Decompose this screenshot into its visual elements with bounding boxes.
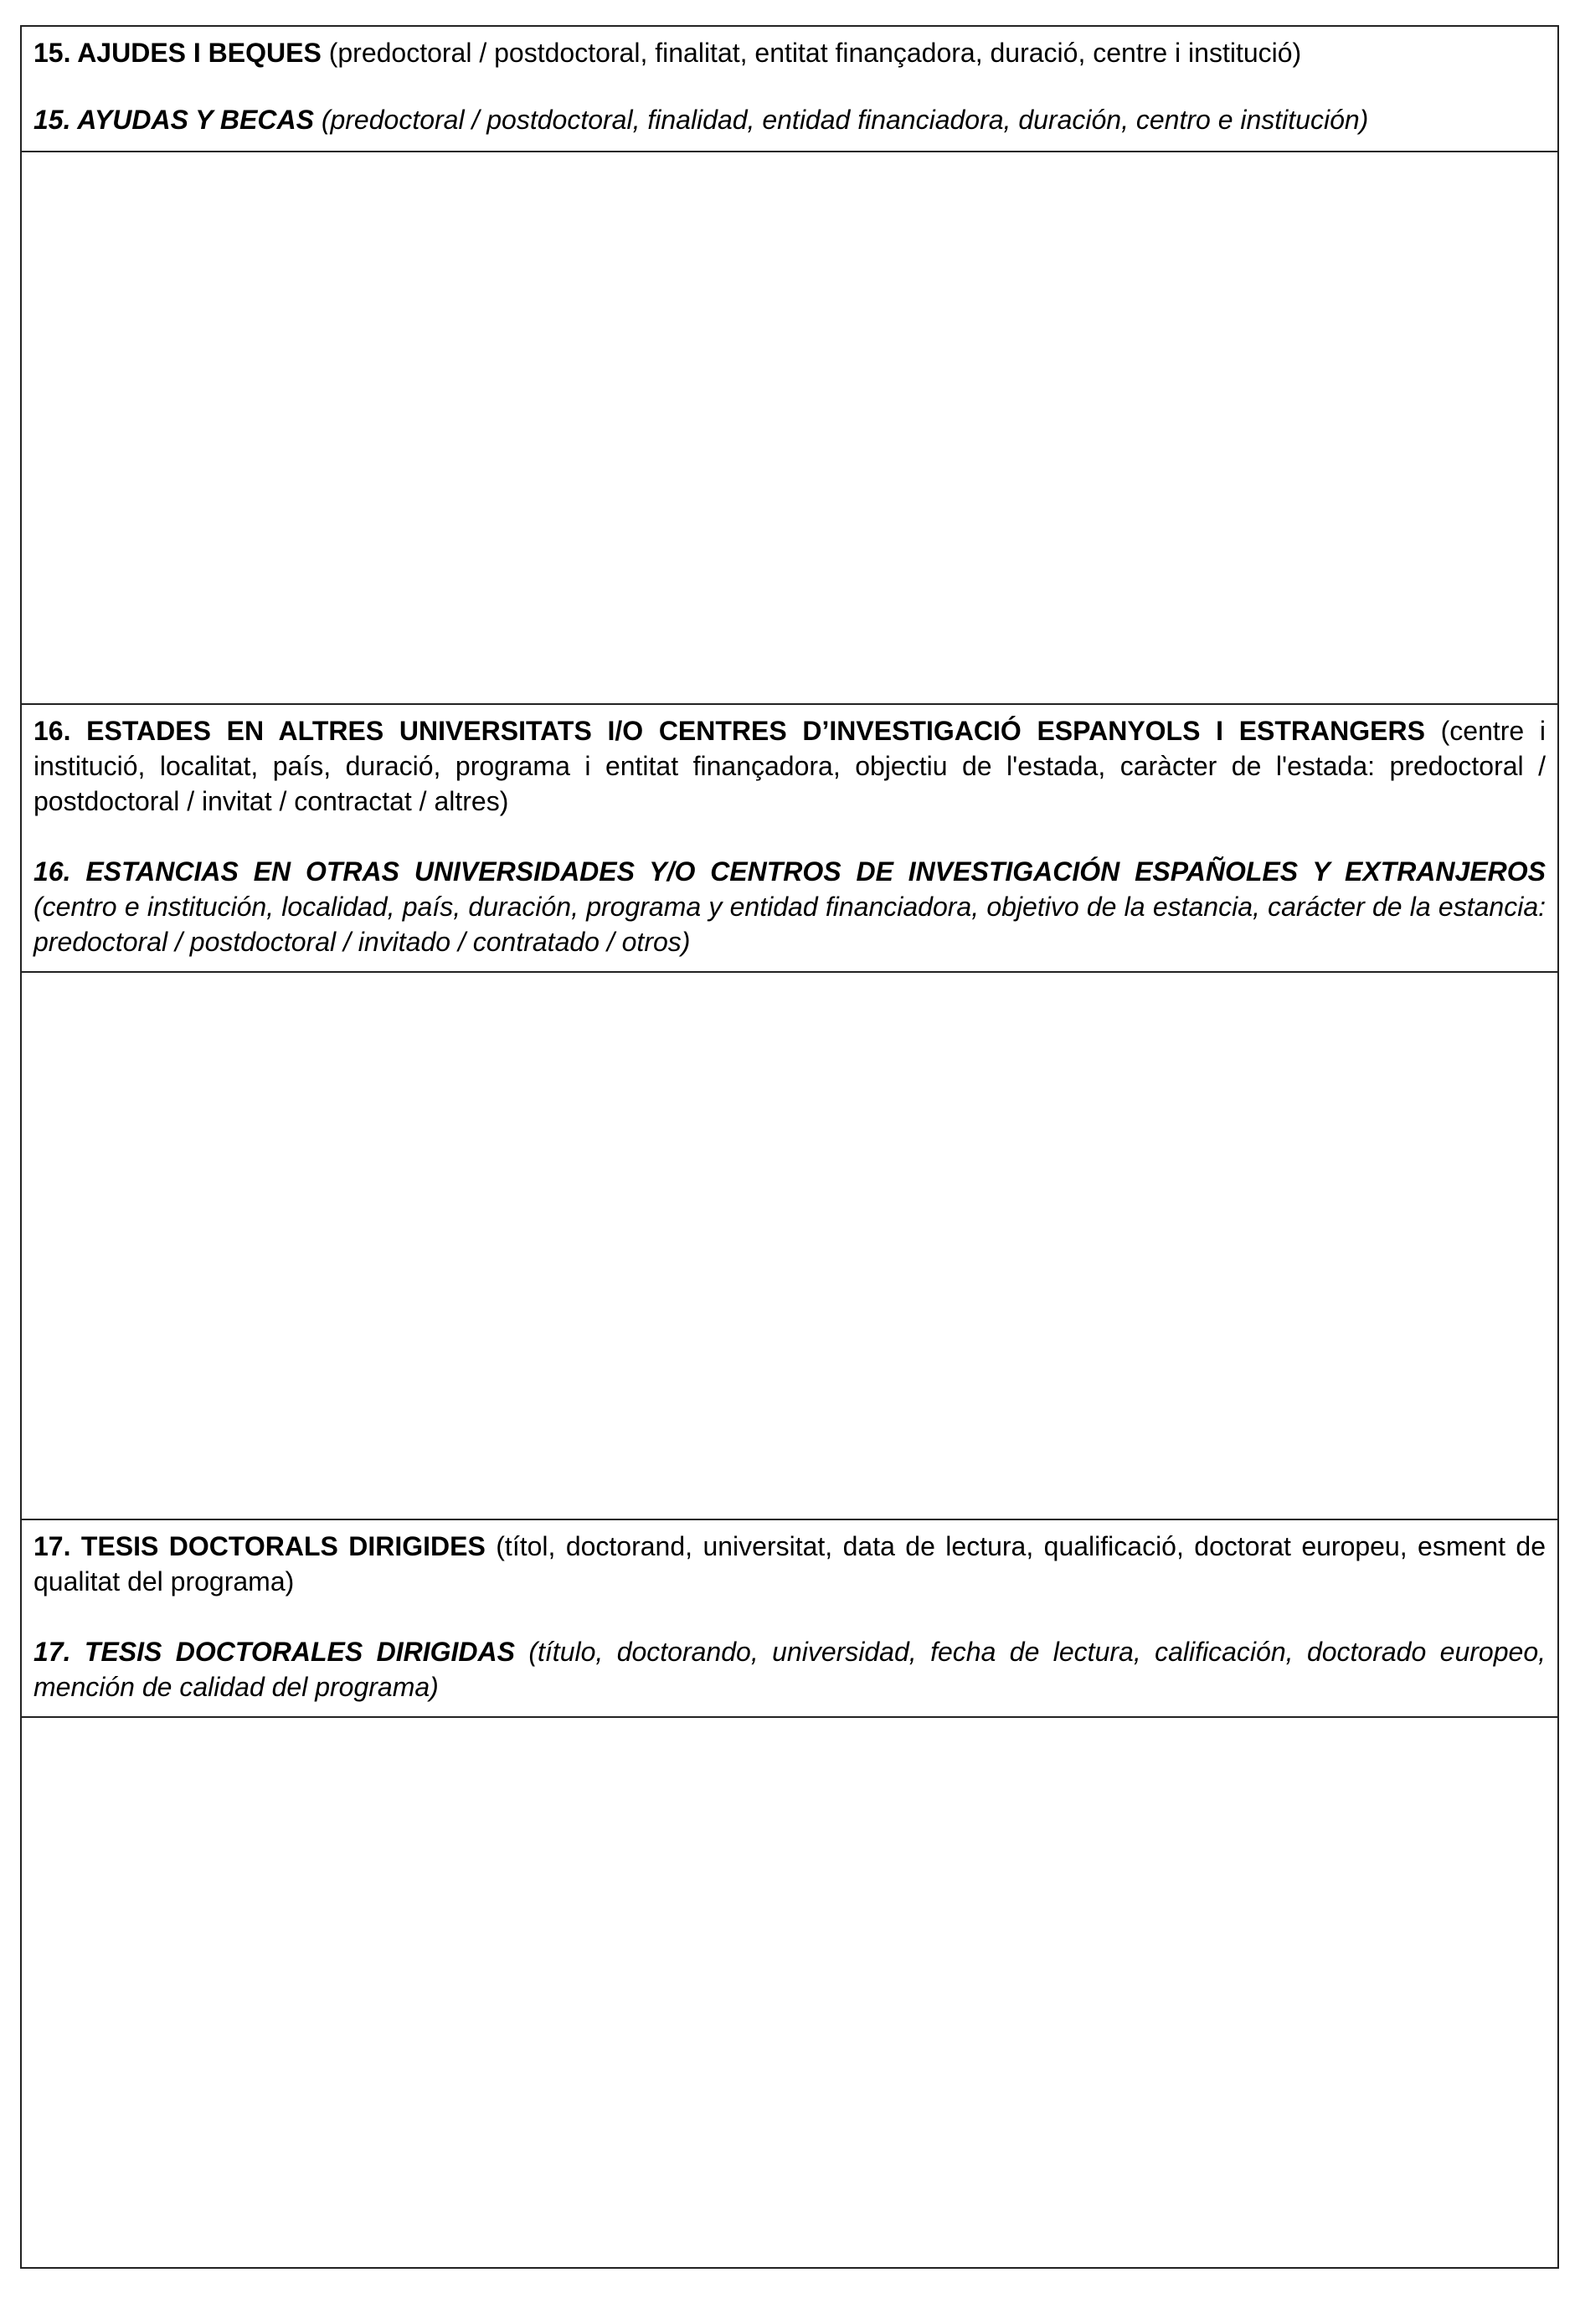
section-17-header — [22, 1520, 1557, 1718]
section-17-catalan-title: 17. TESIS DOCTORALS DIRIGIDES — [33, 1531, 486, 1561]
cv-form-table — [20, 25, 1559, 2269]
section-16-catalan-title: 16. ESTADES EN ALTRES UNIVERSITATS I/O CENTRES D’INVESTIGACIÓ ESPANYOLS I ESTRANGERS — [33, 716, 1425, 746]
section-16-catalan-desc: (centre i institució, localitat, país, duració, programa i entitat finançadora, objectiu de l'estada, caràcter de l'estada: predoctoral / postdoctoral / invitat / contractat / altres) — [33, 716, 1547, 816]
section-16-spanish-title: 16. ESTANCIAS EN OTRAS UNIVERSIDADES Y/O CENTROS DE INVESTIGACIÓN ESPAÑOLES Y EXTRANJEROS — [33, 856, 1546, 887]
section-17-spanish-title: 17. TESIS DOCTORALES DIRIGIDAS — [33, 1637, 515, 1667]
section-16-answer-area[interactable] — [22, 973, 1557, 1520]
section-15-catalan-desc: (predoctoral / postdoctoral, finalitat, entitat finançadora, duració, centre i institució) — [321, 38, 1302, 68]
section-16-catalan — [33, 713, 1546, 819]
section-16-header — [22, 705, 1557, 973]
section-17-spanish-desc: (título, doctorando, universidad, fecha de lectura, calificación, doctorado europeo, mención de calidad del programa) — [33, 1637, 1547, 1702]
section-15-header — [22, 27, 1557, 152]
section-15-spanish-desc: (predoctoral / postdoctoral, finalidad, entidad financiadora, duración, centro e institución) — [313, 105, 1369, 135]
section-15-spanish — [33, 102, 1546, 137]
section-15-catalan-title: 15. AJUDES I BEQUES — [33, 38, 322, 68]
section-15-spanish-title: 15. AYUDAS Y BECAS — [33, 105, 314, 135]
section-16-spanish-desc: (centro e institución, localidad, país, duración, programa y entidad financiadora, objetivo de la estancia, carácter de la estancia: predoctoral / postdoctoral / invitado / contratado / otros) — [33, 892, 1546, 957]
section-15-answer-area[interactable] — [22, 152, 1557, 705]
section-17-catalan — [33, 1529, 1546, 1599]
section-17-spanish — [33, 1634, 1546, 1704]
section-16-spanish — [33, 854, 1546, 959]
section-15-catalan — [33, 35, 1546, 70]
section-17-answer-area[interactable] — [22, 1718, 1557, 2267]
section-17-catalan-desc: (títol, doctorand, universitat, data de lectura, qualificació, doctorat europeu, esment de qualitat del programa) — [33, 1531, 1547, 1596]
